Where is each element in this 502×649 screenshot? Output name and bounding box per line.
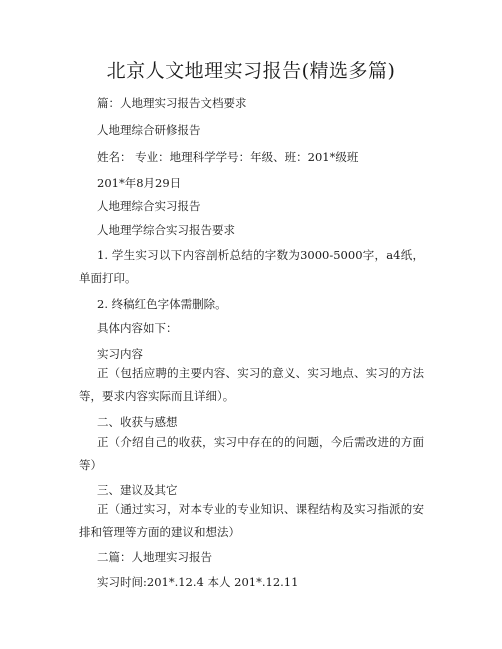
date-line: 201*年8月29日 (97, 176, 182, 190)
requirement-item-2: 2. 终稿红色字体需删除。 (97, 297, 227, 311)
report-title-line: 人地理综合实习报告 (97, 199, 201, 213)
section-gains-body: 正（介绍自己的收获，实习中存在的的问题，今后需改进的方面等） (79, 435, 424, 472)
section-internship-content-heading: 实习内容 (97, 347, 143, 361)
section-gains-heading: 二、收获与感想 (97, 415, 178, 429)
document-title: 北京人文地理实习报告(精选多篇) (106, 60, 396, 82)
section-suggestions-heading: 三、建议及其它 (97, 483, 178, 497)
specific-content-heading: 具体内容如下： (97, 321, 178, 335)
section-suggestions-body: 正（通过实习，对本专业的专业知识、课程结构及实习指派的安排和管理等方面的建议和想法） (79, 502, 424, 539)
section-internship-content-body: 正（包括应聘的主要内容、实习的意义、实习地点、实习的方法等，要求内容实际而且详细）。 (79, 366, 424, 403)
student-info-line: 姓名： 专业：地理科学学号：年级、班：201*级班 (97, 150, 359, 164)
requirements-heading: 人地理学综合实习报告要求 (97, 223, 235, 237)
second-article-heading: 二篇：人地理实习报告 (97, 550, 212, 564)
requirement-item-1: 1. 学生实习以下内容剖析总结的字数为3000-5000字，a4纸，单面打印。 (79, 248, 424, 285)
article-heading: 篇：人地理实习报告文档要求 (97, 96, 247, 110)
report-subtitle: 人地理综合研修报告 (97, 123, 201, 137)
internship-time-line: 实习时间:201*.12.4 本人 201*.12.11 (97, 575, 299, 589)
